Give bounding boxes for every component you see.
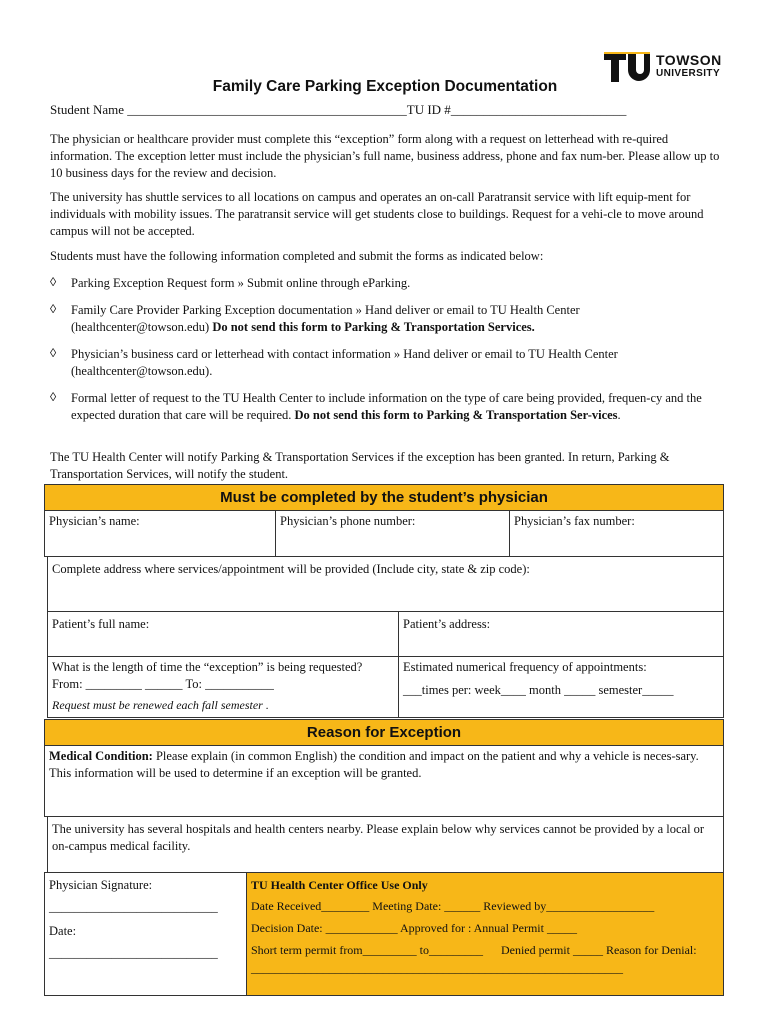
office-line-reason[interactable]: ______________________________________________________________ <box>251 961 623 975</box>
office-use-title: TU Health Center Office Use Only <box>251 878 428 892</box>
logo-line-1: TOWSON <box>656 52 722 68</box>
signature-label: Physician Signature: <box>49 878 153 892</box>
notify-paragraph: The TU Health Center will notify Parking & Transportation Services if the exception has been granted. In return, Parking & Transportation Services, will notify the student. <box>50 450 670 481</box>
patient-address-label: Patient’s address: <box>403 617 491 631</box>
physician-section-header: Must be completed by the student’s physician <box>44 484 724 511</box>
diamond-bullet-icon: ◊ <box>50 346 57 360</box>
list-item <box>50 302 720 338</box>
student-name-label: Student Name <box>50 102 128 117</box>
exception-length-cell[interactable] <box>47 656 399 718</box>
medical-condition-label: Medical Condition: <box>49 749 153 763</box>
intro-paragraph-3: Students must have the following information completed and submit the forms as indicated below: <box>50 249 544 263</box>
signature-field[interactable]: ___________________________ <box>49 900 218 914</box>
frequency-cell[interactable] <box>398 656 724 718</box>
patient-address-cell[interactable] <box>398 611 724 657</box>
renew-note: Request must be renewed each fall semester . <box>52 698 269 712</box>
office-line-received[interactable]: Date Received________ Meeting Date: ______ Reviewed by__________________ <box>251 899 655 913</box>
student-line <box>50 102 720 118</box>
intro-paragraph-2: The university has shuttle services to all locations on campus and operates an on-call Paratransit service with lift equip-ment for individuals with mobility issues. The paratransit service will get students close to buildings. Request for a vehi-cle to move around campus will not be accepted. <box>50 190 704 238</box>
diamond-bullet-icon: ◊ <box>50 302 57 316</box>
frequency-label: Estimated numerical frequency of appointments: <box>403 660 647 674</box>
physician-name-label: Physician’s name: <box>49 514 140 528</box>
local-facility-text: The university has several hospitals and health centers nearby. Please explain below why services cannot be provided by a local or on-campus medical facility. <box>52 822 705 853</box>
office-line-decision[interactable]: Decision Date: ____________ Approved for : Annual Permit _____ <box>251 921 577 935</box>
logo-line-2: UNIVERSITY <box>656 68 721 79</box>
bullet-bold-text: Do not send this form to Parking & Transportation Ser-vices <box>294 408 618 422</box>
service-address-label: Complete address where services/appointment will be provided (Include city, state & zip code): <box>52 562 530 576</box>
physician-phone-cell[interactable] <box>275 510 510 557</box>
medical-condition-text: Please explain (in common English) the condition and impact on the patient and why a vehicle is neces-sary. This information will be used to determine if an exception will be granted. <box>49 749 699 780</box>
bullet-text: Formal letter of request to the TU Health Center to include information on the type of care being provided, frequen-cy and the expected duration that care will be required. <box>71 391 702 422</box>
patient-name-cell[interactable] <box>47 611 399 657</box>
office-line-denied[interactable]: Denied permit _____ Reason for Denial: <box>500 943 697 957</box>
list-item <box>50 346 720 382</box>
office-line-short-term[interactable]: Short term permit from_________ to_________ <box>251 943 483 957</box>
physician-phone-label: Physician’s phone number: <box>280 514 416 528</box>
page-title: Family Care Parking Exception Documentation <box>212 78 558 95</box>
exception-length-question: What is the length of time the “exception” is being requested? <box>52 660 363 674</box>
intro-paragraph-1: The physician or healthcare provider must complete this “exception” form along with a request on letterhead with re-quired information. The exception letter must include the physician’s full name, business address, phone and fax num-ber. Please allow up to 10 business days for the review and decision. <box>50 132 720 180</box>
frequency-field[interactable]: ___times per: week____ month _____ semester_____ <box>403 683 674 697</box>
tu-id-field[interactable]: ___________________________ <box>450 102 627 117</box>
tu-id-label: TU ID # <box>406 102 451 117</box>
bullet-text: Parking Exception Request form » Submit online through eParking. <box>71 276 411 290</box>
date-label: Date: <box>49 924 77 938</box>
local-facility-cell[interactable] <box>47 816 724 873</box>
bullet-text: Family Care Provider Parking Exception documentation » Hand deliver or email to TU Health Center (healthcenter@towson.edu) <box>71 303 580 334</box>
bullet-tail: . <box>617 408 621 422</box>
diamond-bullet-icon: ◊ <box>50 275 57 289</box>
diamond-bullet-icon: ◊ <box>50 390 57 404</box>
office-use-box <box>246 872 724 996</box>
medical-condition-cell[interactable] <box>44 745 724 817</box>
patient-name-label: Patient’s full name: <box>52 617 150 631</box>
bullet-text: Physician’s business card or letterhead with contact information » Hand deliver or email to TU Health Center (healthcenter@towson.edu). <box>71 347 618 378</box>
reason-section-header: Reason for Exception <box>44 719 724 746</box>
student-name-field[interactable]: ___________________________________________ <box>127 102 407 117</box>
list-item <box>50 390 720 442</box>
physician-fax-cell[interactable] <box>509 510 724 557</box>
from-to-field[interactable]: From: _________ ______ To: ___________ <box>52 677 274 691</box>
signature-cell[interactable] <box>44 872 247 996</box>
physician-fax-label: Physician’s fax number: <box>514 514 635 528</box>
date-field[interactable]: ___________________________ <box>49 946 218 960</box>
list-item <box>50 275 720 295</box>
service-address-cell[interactable] <box>47 556 724 612</box>
physician-name-cell[interactable] <box>44 510 276 557</box>
bullet-bold-text: Do not send this form to Parking & Transportation Services. <box>212 320 535 334</box>
